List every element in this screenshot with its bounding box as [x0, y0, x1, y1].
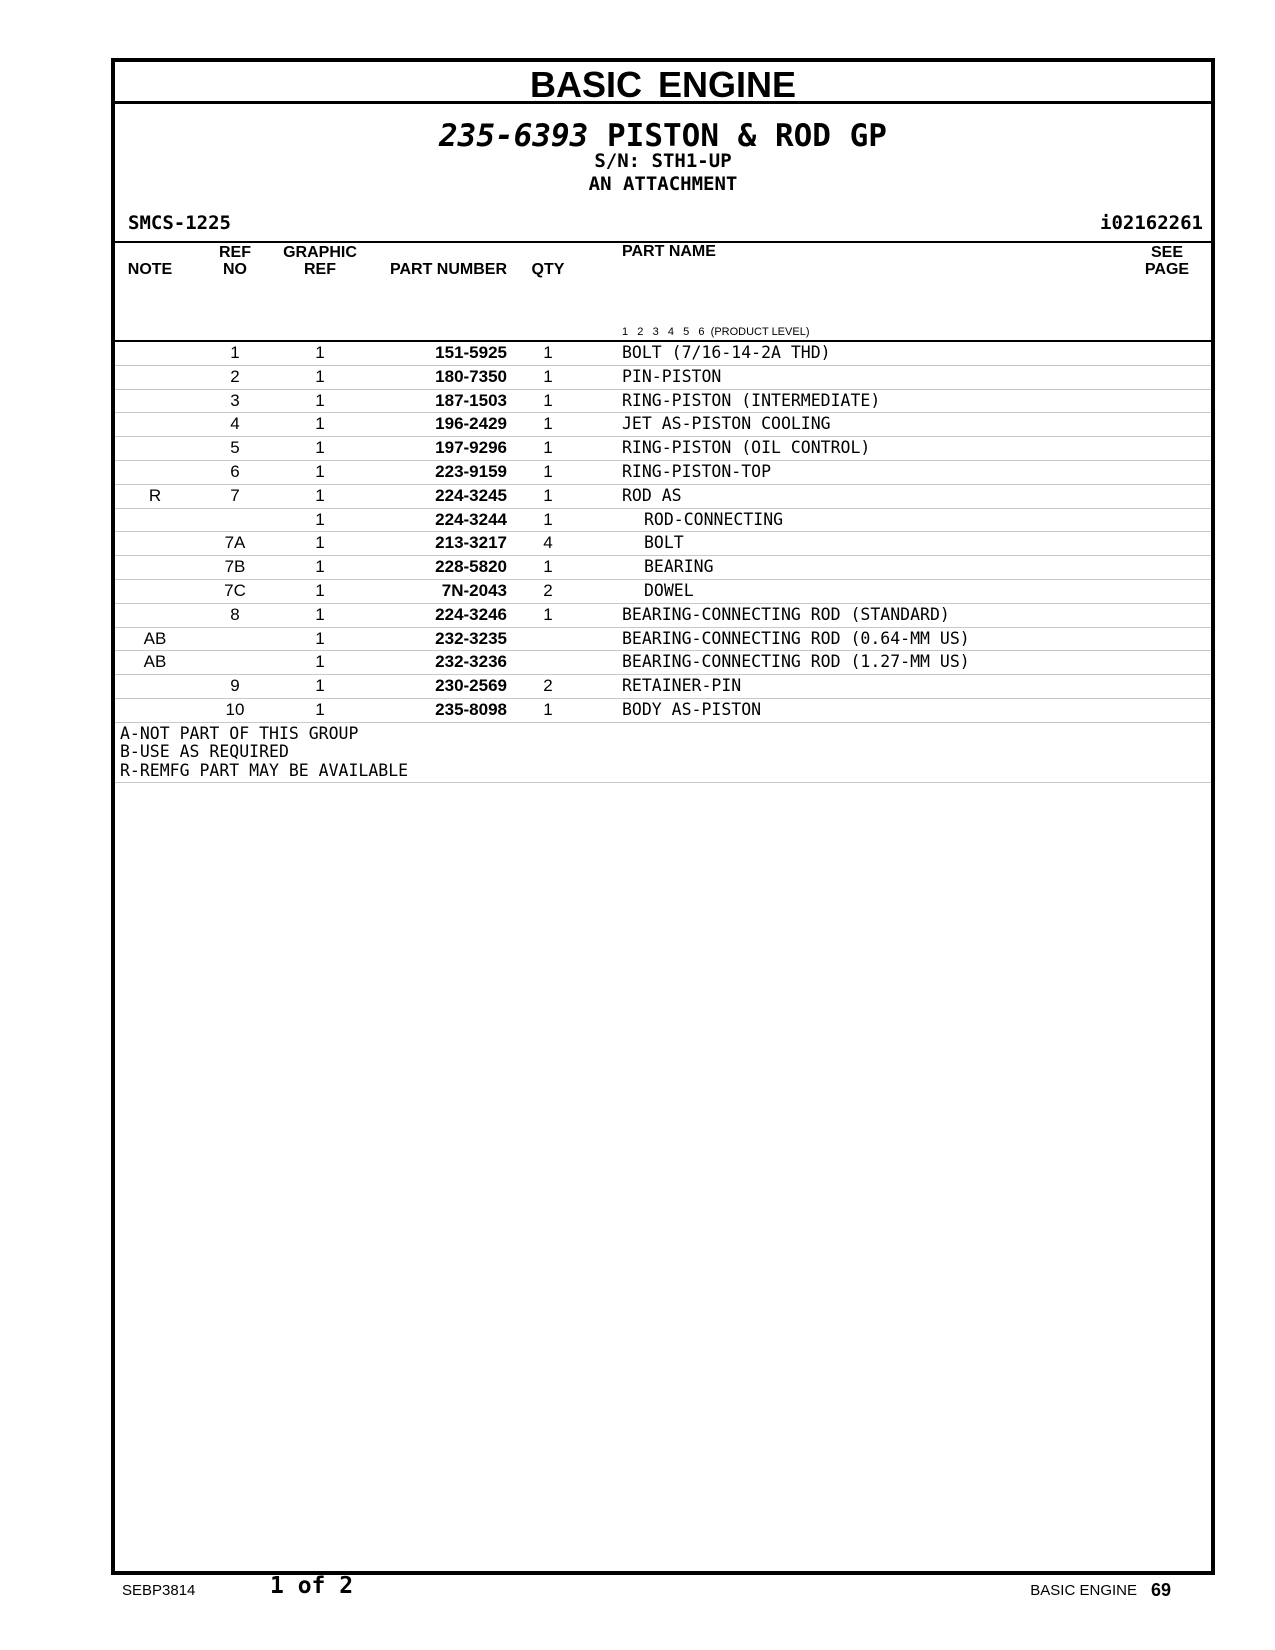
- footer-page-number: 69: [1150, 1580, 1171, 1600]
- cell-graphic-ref: 1: [315, 485, 325, 505]
- note-line: B-USE AS REQUIRED: [120, 742, 289, 762]
- document-id: i02162261: [1100, 212, 1203, 234]
- cell-graphic-ref: 1: [315, 461, 325, 481]
- cell-part-number: 213-3217: [435, 533, 507, 553]
- cell-qty: 4: [543, 533, 553, 553]
- cell-ref-no: 10: [225, 699, 245, 719]
- cell-graphic-ref: 1: [315, 533, 325, 553]
- cell-ref-no: 7A: [224, 533, 246, 553]
- col-see-page: [1137, 244, 1197, 278]
- col-ref-no-bottom: NO: [223, 261, 247, 278]
- col-qty: QTY: [531, 261, 565, 278]
- cell-part-number: 232-3236: [435, 652, 507, 672]
- parts-table: [115, 342, 1211, 783]
- cell-graphic-ref: 1: [315, 366, 325, 386]
- cell-part-name: RETAINER-PIN: [622, 676, 742, 696]
- cell-ref-no: 8: [230, 604, 240, 624]
- footer-page-of: 1 of 2: [270, 1573, 354, 1599]
- col-graphic-top: GRAPHIC: [283, 244, 357, 261]
- table-row: [115, 651, 1211, 675]
- page-frame: [111, 58, 1215, 1575]
- cell-qty: 1: [543, 604, 553, 624]
- cell-part-number: 7N-2043: [441, 580, 507, 600]
- col-ref-no: [210, 244, 260, 278]
- col-ref-no-top: REF: [219, 244, 251, 261]
- col-part-name: PART NAME: [622, 243, 716, 260]
- col-part-number: PART NUMBER: [389, 261, 507, 278]
- cell-graphic-ref: 1: [315, 604, 325, 624]
- table-row: [115, 485, 1211, 509]
- cell-note: AB: [143, 652, 167, 672]
- cell-qty: 2: [543, 676, 553, 696]
- cell-graphic-ref: 1: [315, 652, 325, 672]
- table-row: [115, 532, 1211, 556]
- section-title: BASIC ENGINE: [115, 62, 1211, 104]
- cell-part-number: 197-9296: [435, 438, 507, 458]
- cell-ref-no: 5: [230, 438, 240, 458]
- cell-part-name: RING-PISTON (OIL CONTROL): [622, 438, 871, 458]
- cell-ref-no: 2: [230, 366, 240, 386]
- notes-legend: [115, 723, 1211, 784]
- table-row: [115, 437, 1211, 461]
- table-row: [115, 390, 1211, 414]
- cell-part-number: 223-9159: [435, 461, 507, 481]
- note-line: R-REMFG PART MAY BE AVAILABLE: [120, 760, 409, 780]
- col-see-top: SEE: [1150, 244, 1183, 261]
- group-name: PISTON & ROD GP: [607, 118, 887, 154]
- cell-part-name: BOLT (7/16-14-2A THD): [622, 343, 831, 362]
- column-header: [115, 241, 1211, 341]
- cell-part-number: 151-5925: [435, 343, 507, 362]
- cell-part-name: BODY AS-PISTON: [622, 699, 762, 719]
- cell-part-number: 235-8098: [435, 699, 507, 719]
- footer-doc-number: SEBP3814: [122, 1582, 196, 1599]
- cell-part-name: BEARING-CONNECTING ROD (STANDARD): [622, 604, 950, 624]
- cell-part-number: 224-3244: [435, 509, 507, 529]
- cell-part-name: ROD AS: [622, 485, 682, 505]
- cell-ref-no: 7B: [224, 557, 246, 577]
- cell-graphic-ref: 1: [315, 557, 325, 577]
- cell-note: R: [148, 485, 162, 505]
- cell-ref-no: 6: [230, 461, 240, 481]
- cell-ref-no: 1: [230, 343, 240, 362]
- cell-qty: 1: [543, 699, 553, 719]
- cell-part-name: JET AS-PISTON COOLING: [622, 414, 831, 434]
- cell-graphic-ref: 1: [315, 676, 325, 696]
- footer-section: BASIC ENGINE: [1030, 1582, 1137, 1599]
- smcs-code: SMCS-1225: [128, 212, 231, 234]
- table-row: [115, 413, 1211, 437]
- table-row: [115, 675, 1211, 699]
- cell-part-number: 228-5820: [435, 557, 507, 577]
- cell-part-number: 187-1503: [435, 390, 507, 410]
- cell-part-name: RING-PISTON-TOP: [622, 461, 772, 481]
- cell-part-number: 224-3246: [435, 604, 507, 624]
- cell-qty: 1: [543, 343, 553, 362]
- cell-part-name: PIN-PISTON: [622, 366, 722, 386]
- cell-note: AB: [143, 628, 167, 648]
- col-note: NOTE: [127, 261, 173, 278]
- table-row: [115, 342, 1211, 366]
- cell-graphic-ref: 1: [315, 699, 325, 719]
- table-row: [115, 699, 1211, 723]
- group-number: 235-6393: [439, 118, 589, 154]
- cell-part-number: 196-2429: [435, 414, 507, 434]
- cell-graphic-ref: 1: [315, 414, 325, 434]
- cell-part-name: DOWEL: [644, 580, 694, 600]
- table-row: [115, 509, 1211, 533]
- cell-graphic-ref: 1: [315, 628, 325, 648]
- cell-part-name: BEARING-CONNECTING ROD (1.27-MM US): [622, 652, 970, 672]
- cell-graphic-ref: 1: [315, 580, 325, 600]
- cell-part-number: 180-7350: [435, 366, 507, 386]
- cell-part-number: 224-3245: [435, 485, 507, 505]
- cell-ref-no: 4: [230, 414, 240, 434]
- product-level-scale: 1 2 3 4 5 6 (PRODUCT LEVEL): [622, 326, 810, 338]
- group-title: [115, 118, 1211, 154]
- cell-ref-no: 9: [230, 676, 240, 696]
- serial-number: S/N: STH1-UP: [594, 150, 732, 172]
- table-row: [115, 628, 1211, 652]
- cell-ref-no: 3: [230, 390, 240, 410]
- cell-part-number: 230-2569: [435, 676, 507, 696]
- table-row: [115, 461, 1211, 485]
- cell-qty: 1: [543, 461, 553, 481]
- cell-qty: 1: [543, 366, 553, 386]
- col-graphic-bottom: REF: [304, 261, 336, 278]
- cell-part-name: ROD-CONNECTING: [644, 509, 784, 529]
- col-see-bottom: PAGE: [1144, 261, 1190, 278]
- cell-qty: 2: [543, 580, 553, 600]
- cell-part-name: RING-PISTON (INTERMEDIATE): [622, 390, 881, 410]
- cell-qty: 1: [543, 390, 553, 410]
- cell-ref-no: 7: [230, 485, 240, 505]
- table-row: [115, 604, 1211, 628]
- table-row: [115, 580, 1211, 604]
- cell-part-name: BEARING-CONNECTING ROD (0.64-MM US): [622, 628, 970, 648]
- col-graphic-ref: [280, 244, 360, 278]
- cell-qty: 1: [543, 485, 553, 505]
- table-row: [115, 366, 1211, 390]
- cell-part-name: BEARING: [644, 557, 714, 577]
- note-line: A-NOT PART OF THIS GROUP: [120, 723, 359, 743]
- cell-part-number: 232-3235: [435, 628, 507, 648]
- cell-graphic-ref: 1: [315, 509, 325, 529]
- cell-qty: 1: [543, 414, 553, 434]
- cell-qty: 1: [543, 557, 553, 577]
- cell-qty: 1: [543, 509, 553, 529]
- cell-qty: 1: [543, 438, 553, 458]
- table-row: [115, 556, 1211, 580]
- cell-graphic-ref: 1: [315, 390, 325, 410]
- cell-part-name: BOLT: [644, 533, 684, 553]
- cell-graphic-ref: 1: [315, 438, 325, 458]
- attachment-label: AN ATTACHMENT: [588, 173, 738, 195]
- cell-ref-no: 7C: [224, 580, 246, 600]
- cell-graphic-ref: 1: [315, 343, 325, 362]
